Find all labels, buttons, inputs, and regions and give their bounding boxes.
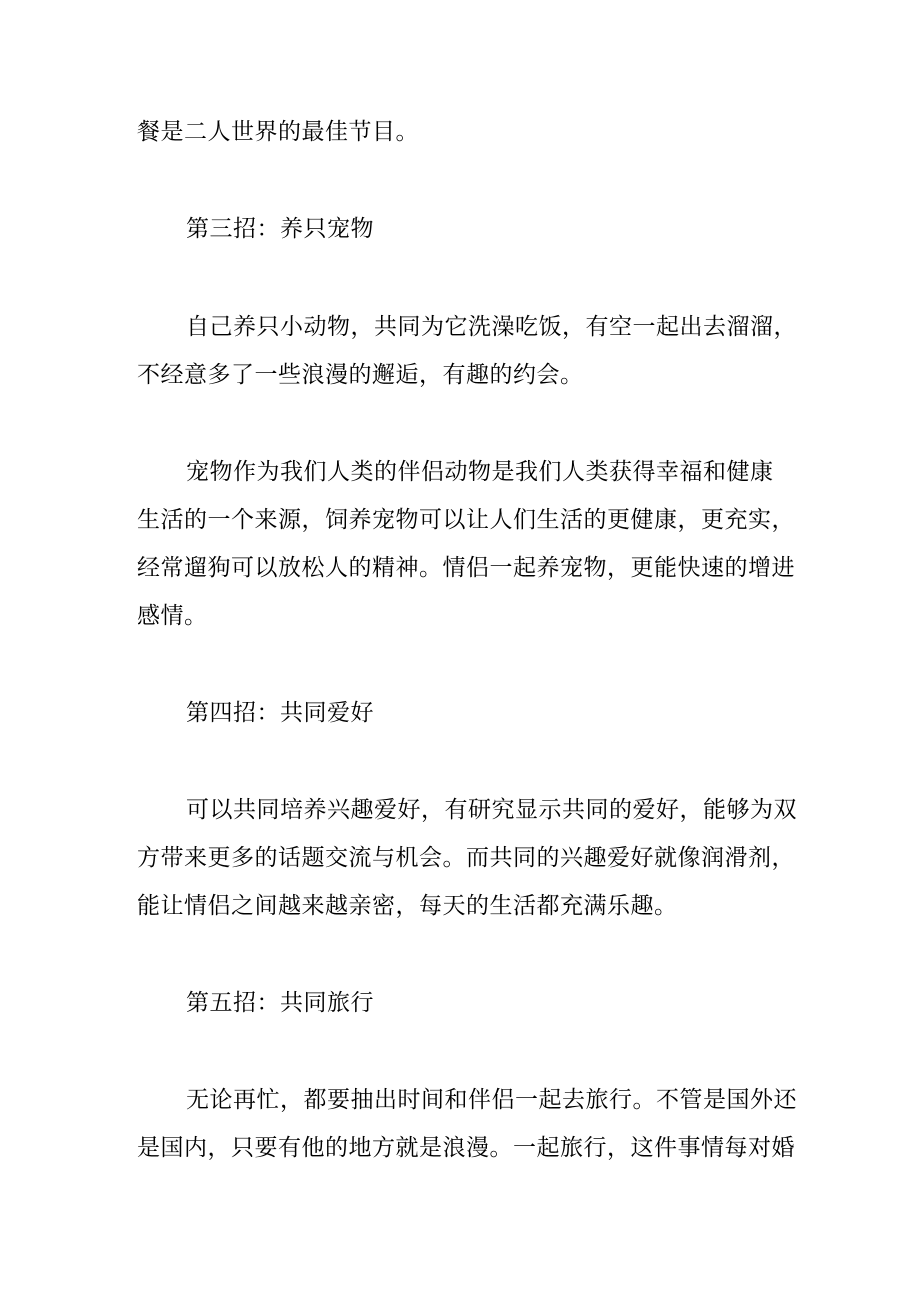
paragraph-line: 经常遛狗可以放松人的精神。情侣一起养宠物，更能快速的增进 bbox=[137, 555, 795, 581]
section-heading-hobby: 第四招：共同爱好 bbox=[186, 700, 374, 726]
paragraph-line: 能让情侣之间越来越亲密，每天的生活都充满乐趣。 bbox=[137, 893, 678, 919]
paragraph-line: 不经意多了一些浪漫的邂逅，有趣的约会。 bbox=[137, 362, 584, 388]
paragraph-line: 宠物作为我们人类的伴侣动物是我们人类获得幸福和健康 bbox=[186, 459, 774, 485]
paragraph-line: 是国内，只要有他的地方就是浪漫。一起旅行，这件事情每对婚 bbox=[137, 1135, 795, 1161]
paragraph-line: 方带来更多的话题交流与机会。而共同的兴趣爱好就像润滑剂， bbox=[137, 845, 795, 871]
paragraph-line: 无论再忙，都要抽出时间和伴侣一起去旅行。不管是国外还 bbox=[186, 1087, 797, 1113]
paragraph-line: 可以共同培养兴趣爱好，有研究显示共同的爱好，能够为双 bbox=[186, 797, 797, 823]
section-heading-pet: 第三招：养只宠物 bbox=[186, 216, 374, 242]
section-heading-travel: 第五招：共同旅行 bbox=[186, 990, 374, 1016]
paragraph-line: 生活的一个来源，饲养宠物可以让人们生活的更健康，更充实， bbox=[137, 507, 795, 533]
paragraph-line: 餐是二人世界的最佳节目。 bbox=[137, 119, 419, 145]
paragraph-line: 感情。 bbox=[137, 603, 208, 629]
paragraph-line: 自己养只小动物，共同为它洗澡吃饭，有空一起出去溜溜， bbox=[186, 314, 797, 340]
